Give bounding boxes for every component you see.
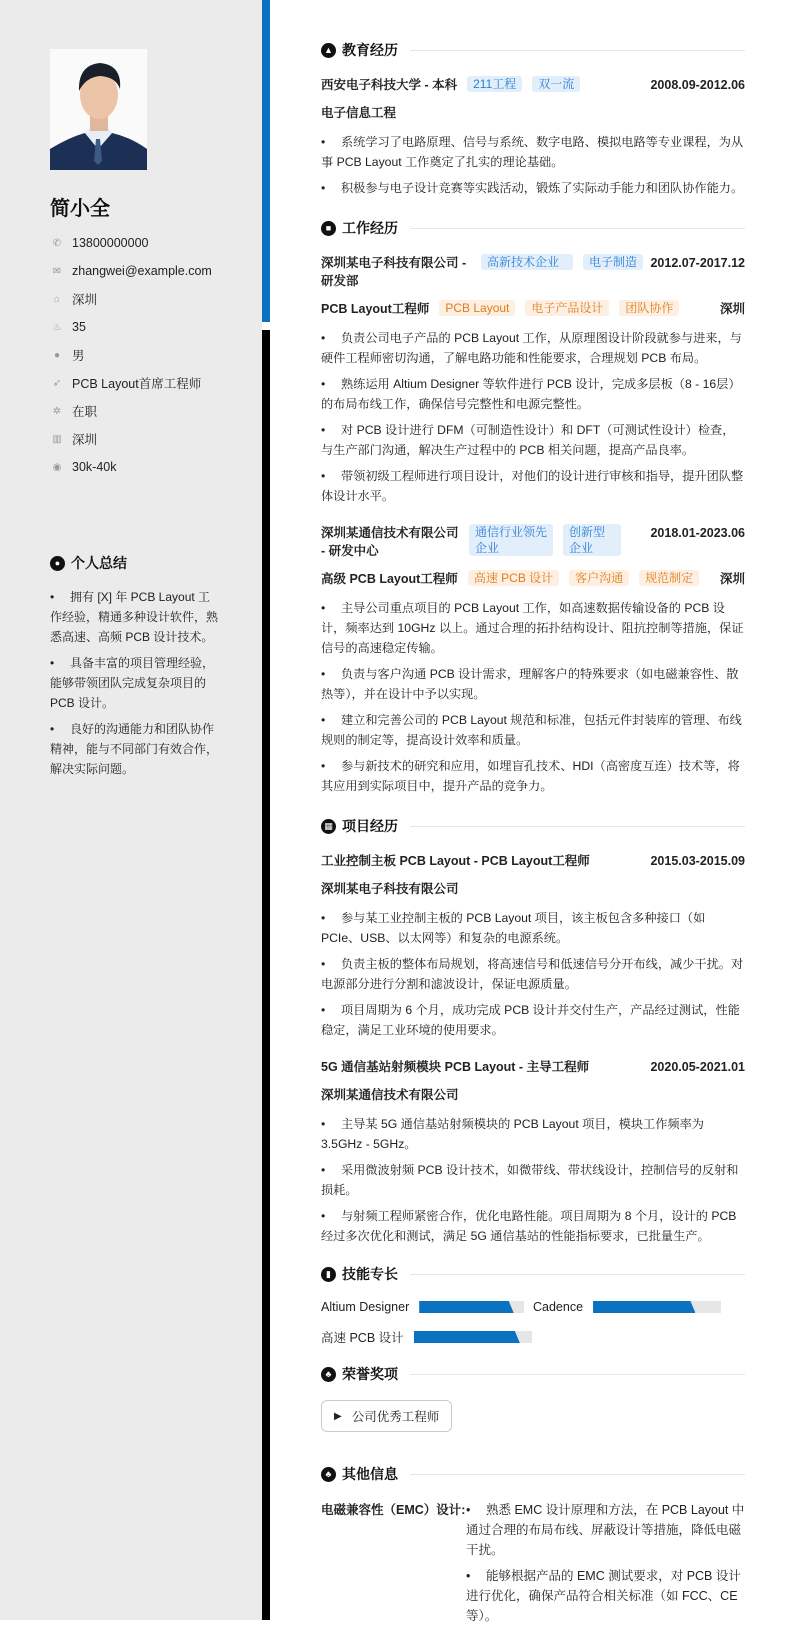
item-text: 与射频工程师紧密合作，优化电路性能。项目周期为 8 个月，设计的 PCB 经过多次优化和测试，满足 5G 通信基站的性能指标要求，已批量生产。	[321, 1209, 737, 1243]
item-text: 采用微波射频 PCB 设计技术，如微带线、带状线设计，控制信号的反射和损耗。	[321, 1163, 739, 1197]
skill-bar	[419, 1301, 524, 1313]
tag: 211工程	[467, 76, 522, 92]
skills-section	[321, 1264, 745, 1346]
info-text: 在职	[72, 405, 98, 419]
education-title	[321, 40, 745, 60]
info-text: 35	[72, 320, 86, 334]
item-text: 能够根据产品的 EMC 测试要求，对 PCB 设计进行优化，确保产品符合相关标准（如 FCC、CE 等）。	[466, 1569, 741, 1623]
info-text: PCB Layout首席工程师	[72, 377, 202, 391]
status-icon: ✲	[52, 405, 62, 417]
company-name: 深圳某通信技术有限公司 - 研发中心	[321, 526, 459, 558]
education-entry	[321, 76, 745, 198]
job-entry	[321, 254, 745, 506]
main-content	[321, 40, 745, 1646]
item-text: 熟练运用 Altium Designer 等软件进行 PCB 设计，完成多层板（8 - 16层）的布局布线工作，确保信号完整性和电源完整性。	[321, 377, 741, 411]
summary-item: • 具备丰富的项目管理经验，能够带领团队完成复杂项目的 PCB 设计。	[50, 656, 215, 710]
item-text: 熟悉 EMC 设计原理和方法，在 PCB Layout 中通过合理的布局布线、屏蔽设计等措施，降低电磁干扰。	[466, 1503, 745, 1557]
list-item: • 负责与客户沟通 PCB 设计需求，理解客户的特殊要求（如电磁兼容性、散热等），并在设计中予以实现。	[321, 667, 739, 701]
section-title-text: 教育经历	[342, 42, 398, 58]
section-title-text: 技能专长	[342, 1266, 398, 1282]
graduation-cap-icon: ▲	[321, 43, 336, 58]
other-key: 电磁兼容性（EMC）设计:	[321, 1503, 466, 1517]
divider	[410, 1374, 745, 1375]
skill-bar-fill	[593, 1301, 695, 1313]
date-range: 2015.03-2015.09	[650, 854, 745, 868]
item-text: 系统学习了电路原理、信号与系统、数字电路、模拟电路等专业课程，为从事 PCB Layout 工作奠定了扎实的理论基础。	[321, 135, 744, 169]
summary-text: 具备丰富的项目管理经验，能够带领团队完成复杂项目的 PCB 设计。	[50, 656, 215, 710]
info-text: 深圳	[72, 293, 98, 307]
tag: 规范制定	[639, 570, 699, 586]
skill-item	[321, 1328, 533, 1346]
summary-title	[50, 553, 220, 573]
list-item: • 参与某工业控制主板的 PCB Layout 项目，该主板包含多种接口（如 PCIe、USB、以太网等）和复杂的电源系统。	[321, 911, 706, 945]
skills-title	[321, 1264, 745, 1284]
award-icon: ♣	[321, 1367, 336, 1382]
award-text: 公司优秀工程师	[351, 1410, 440, 1424]
project-name: 工业控制主板 PCB Layout - PCB Layout工程师	[321, 854, 590, 868]
accent-stripe	[262, 0, 270, 322]
tag: 电子产品设计	[525, 300, 609, 316]
skill-list	[321, 1300, 745, 1346]
list-item: • 熟悉 EMC 设计原理和方法，在 PCB Layout 中通过合理的布局布线、屏蔽设计等措施，降低电磁干扰。	[466, 1503, 745, 1557]
avatar-photo	[50, 49, 147, 170]
summary-text: 拥有 [X] 年 PCB Layout 工作经验，精通多种设计软件，熟悉高速、高频 PCB 设计技术。	[50, 590, 219, 644]
projects-section	[321, 816, 745, 1246]
job-role: PCB Layout工程师	[321, 302, 430, 316]
project-entry	[321, 852, 745, 1040]
candidate-name: 简小全	[50, 198, 110, 220]
item-text: 建立和完善公司的 PCB Layout 规范和标准，包括元件封装库的管理、布线规则的制定等，提高设计效率和质量。	[321, 713, 742, 747]
work-section	[321, 218, 745, 796]
tag: 通信行业领先企业	[469, 524, 553, 556]
skill-item	[321, 1300, 533, 1314]
info-position	[50, 369, 255, 397]
section-title-text: 其他信息	[342, 1466, 398, 1482]
skill-name: Cadence	[533, 1300, 584, 1314]
project-name: 5G 通信基站射频模块 PCB Layout - 主导工程师	[321, 1060, 590, 1074]
info-phone	[50, 229, 255, 257]
divider	[410, 228, 745, 229]
summary-item: • 良好的沟通能力和团队协作精神，能与不同部门有效合作，解决实际问题。	[50, 722, 219, 776]
list-item: • 带领初级工程师进行项目设计，对他们的设计进行审核和指导，提升团队整体设计水平。	[321, 469, 744, 503]
tag: 创新型企业	[563, 524, 621, 556]
list-item: • 采用微波射频 PCB 设计技术，如微带线、带状线设计，控制信号的反射和损耗。	[321, 1163, 739, 1197]
salary-icon: ◉	[52, 461, 62, 473]
phone-icon: ✆	[52, 237, 62, 249]
section-title-text: 工作经历	[342, 220, 398, 236]
send-icon: ➶	[52, 377, 62, 389]
tag: 客户沟通	[569, 570, 629, 586]
other-section	[321, 1464, 745, 1632]
list-item: • 项目周期为 6 个月，成功完成 PCB 设计并交付生产，产品经过测试，性能稳定，满足工业环境的使用要求。	[321, 1003, 740, 1037]
info-text: zhangwei@example.com	[72, 264, 212, 278]
list-item: • 能够根据产品的 EMC 测试要求，对 PCB 设计进行优化，确保产品符合相关标准（如 FCC、CE 等）。	[466, 1569, 741, 1623]
divider	[410, 826, 745, 827]
item-text: 负责与客户沟通 PCB 设计需求，理解客户的特殊要求（如电磁兼容性、散热等），并在设计中予以实现。	[321, 667, 739, 701]
item-text: 积极参与电子设计竞赛等实践活动，锻炼了实际动手能力和团队协作能力。	[341, 181, 744, 195]
list-item: • 主导公司重点项目的 PCB Layout 工作，如高速数据传输设备的 PCB 设计，频率达到 10GHz 以上。通过合理的拓扑结构设计、阻抗控制等措施，保证信号的高速稳定传输。	[321, 601, 744, 655]
list-item: • 负责主板的整体布局规划，将高速信号和低速信号分开布线，减少干扰。对电源部分进行分割和滤波设计，保证电源质量。	[321, 957, 744, 991]
item-text: 主导某 5G 通信基站射频模块的 PCB Layout 项目，模块工作频率为 3.5GHz - 5GHz。	[321, 1117, 704, 1151]
tag: PCB Layout	[439, 300, 515, 316]
tag: 高新技术企业	[481, 254, 573, 270]
projects-title	[321, 816, 745, 836]
item-text: 主导公司重点项目的 PCB Layout 工作，如高速数据传输设备的 PCB 设计，频率达到 10GHz 以上。通过合理的拓扑结构设计、阻抗控制等措施，保证信号的高速稳定传输。	[321, 601, 744, 655]
play-icon: ▶	[334, 1410, 342, 1422]
date-range: 2008.09-2012.06	[650, 78, 745, 92]
building-icon: ▥	[52, 433, 62, 445]
info-email	[50, 257, 255, 285]
list-item: • 系统学习了电路原理、信号与系统、数字电路、模拟电路等专业课程，为从事 PCB Layout 工作奠定了扎实的理论基础。	[321, 135, 744, 169]
section-title-text: 个人总结	[71, 555, 127, 571]
skill-bar-fill	[419, 1301, 514, 1313]
gender-icon: ●	[53, 349, 61, 361]
award-item[interactable]	[321, 1400, 452, 1432]
info-gender	[50, 341, 255, 369]
tag: 双一流	[532, 76, 580, 92]
briefcase-icon: ■	[321, 221, 336, 236]
list-item: • 对 PCB 设计进行 DFM（可制造性设计）和 DFT（可测试性设计）检查，与生产部门沟通，解决生产过程中的 PCB 相关问题，提高产品良率。	[321, 423, 735, 457]
summary-item: • 拥有 [X] 年 PCB Layout 工作经验，精通多种设计软件，熟悉高速、高频 PCB 设计技术。	[50, 590, 219, 644]
project-company: 深圳某通信技术有限公司	[321, 1088, 459, 1102]
project-company: 深圳某电子科技有限公司	[321, 882, 459, 896]
skill-name: Altium Designer	[321, 1300, 410, 1314]
summary-text: 良好的沟通能力和团队协作精神，能与不同部门有效合作，解决实际问题。	[50, 722, 219, 776]
item-text: 项目周期为 6 个月，成功完成 PCB 设计并交付生产，产品经过测试，性能稳定，满足工业环境的使用要求。	[321, 1003, 740, 1037]
other-entry	[321, 1500, 745, 1632]
item-text: 参与新技术的研究和应用，如埋盲孔技术、HDI（高密度互连）技术等，将其应用到实际项目中，提升产品的竞争力。	[321, 759, 740, 793]
date-range: 2018.01-2023.06	[650, 526, 745, 540]
project-entry	[321, 1058, 745, 1246]
list-item: • 负责公司电子产品的 PCB Layout 工作，从原理图设计阶段就参与进来，与硬件工程师密切沟通，了解电路功能和性能要求，合理规划 PCB 布局。	[321, 331, 742, 365]
item-text: 参与某工业控制主板的 PCB Layout 项目，该主板包含多种接口（如 PCIe、USB、以太网等）和复杂的电源系统。	[321, 911, 706, 945]
work-title	[321, 218, 745, 238]
job-city: 深圳	[719, 302, 745, 316]
personal-summary	[50, 553, 220, 785]
home-icon: ⌂	[53, 293, 61, 305]
other-title	[321, 1464, 745, 1484]
divider	[410, 1274, 745, 1275]
info-text: 13800000000	[72, 236, 149, 250]
education-section	[321, 40, 745, 198]
info-status	[50, 397, 255, 425]
date-range: 2012.07-2017.12	[650, 256, 745, 270]
skill-item	[533, 1300, 745, 1314]
tag: 团队协作	[619, 300, 679, 316]
skill-bar	[414, 1331, 532, 1343]
school-name: 西安电子科技大学 - 本科	[321, 78, 458, 92]
section-title-text: 项目经历	[342, 818, 398, 834]
tag: 高速 PCB 设计	[468, 570, 559, 586]
chart-icon: ▮	[321, 1267, 336, 1282]
tag: 电子制造	[583, 254, 643, 270]
item-text: 负责主板的整体布局规划，将高速信号和低速信号分开布线，减少干扰。对电源部分进行分割和滤波设计，保证电源质量。	[321, 957, 744, 991]
item-text: 负责公司电子产品的 PCB Layout 工作，从原理图设计阶段就参与进来，与硬件工程师密切沟通，了解电路功能和性能要求，合理规划 PCB 布局。	[321, 331, 742, 365]
list-item: • 建立和完善公司的 PCB Layout 规范和标准，包括元件封装库的管理、布线规则的制定等，提高设计效率和质量。	[321, 713, 742, 747]
skill-bar-fill	[414, 1331, 520, 1343]
info-text: 30k-40k	[72, 460, 117, 474]
user-icon: ●	[50, 556, 65, 571]
grid-icon: ▦	[321, 819, 336, 834]
info-icon: ♣	[321, 1467, 336, 1482]
info-age	[50, 313, 255, 341]
info-text: 深圳	[72, 433, 98, 447]
item-text: 带领初级工程师进行项目设计，对他们的设计进行审核和指导，提升团队整体设计水平。	[321, 469, 744, 503]
job-city: 深圳	[719, 572, 745, 586]
info-location	[50, 285, 255, 313]
divider	[410, 1474, 745, 1475]
divider	[410, 50, 745, 51]
info-text: 男	[72, 349, 85, 363]
date-range: 2020.05-2021.01	[650, 1060, 745, 1074]
job-entry	[321, 524, 745, 796]
section-title-text: 荣誉奖项	[342, 1366, 398, 1382]
list-item: • 熟练运用 Altium Designer 等软件进行 PCB 设计，完成多层板（8 - 16层）的布局布线工作，确保信号完整性和电源完整性。	[321, 377, 741, 411]
major: 电子信息工程	[321, 106, 397, 120]
age-icon: ♨	[52, 321, 62, 333]
company-name: 深圳某电子科技有限公司 - 研发部	[321, 256, 467, 288]
list-item: • 参与新技术的研究和应用，如埋盲孔技术、HDI（高密度互连）技术等，将其应用到实际项目中，提升产品的竞争力。	[321, 759, 740, 793]
honors-section	[321, 1364, 745, 1450]
honors-title	[321, 1364, 745, 1384]
info-work-city	[50, 425, 255, 453]
mail-icon: ✉	[52, 265, 62, 277]
skill-name: 高速 PCB 设计	[321, 1331, 404, 1345]
list-item: • 与射频工程师紧密合作，优化电路性能。项目周期为 8 个月，设计的 PCB 经过多次优化和测试，满足 5G 通信基站的性能指标要求，已批量生产。	[321, 1209, 737, 1243]
item-text: 对 PCB 设计进行 DFM（可制造性设计）和 DFT（可测试性设计）检查，与生产部门沟通，解决生产过程中的 PCB 相关问题，提高产品良率。	[321, 423, 735, 457]
dark-stripe	[262, 330, 270, 1620]
list-item: • 主导某 5G 通信基站射频模块的 PCB Layout 项目，模块工作频率为 3.5GHz - 5GHz。	[321, 1117, 704, 1151]
info-salary	[50, 453, 255, 481]
contact-info	[50, 229, 255, 481]
list-item: • 积极参与电子设计竞赛等实践活动，锻炼了实际动手能力和团队协作能力。	[321, 181, 744, 195]
job-role: 高级 PCB Layout工程师	[321, 572, 458, 586]
skill-bar	[593, 1301, 721, 1313]
